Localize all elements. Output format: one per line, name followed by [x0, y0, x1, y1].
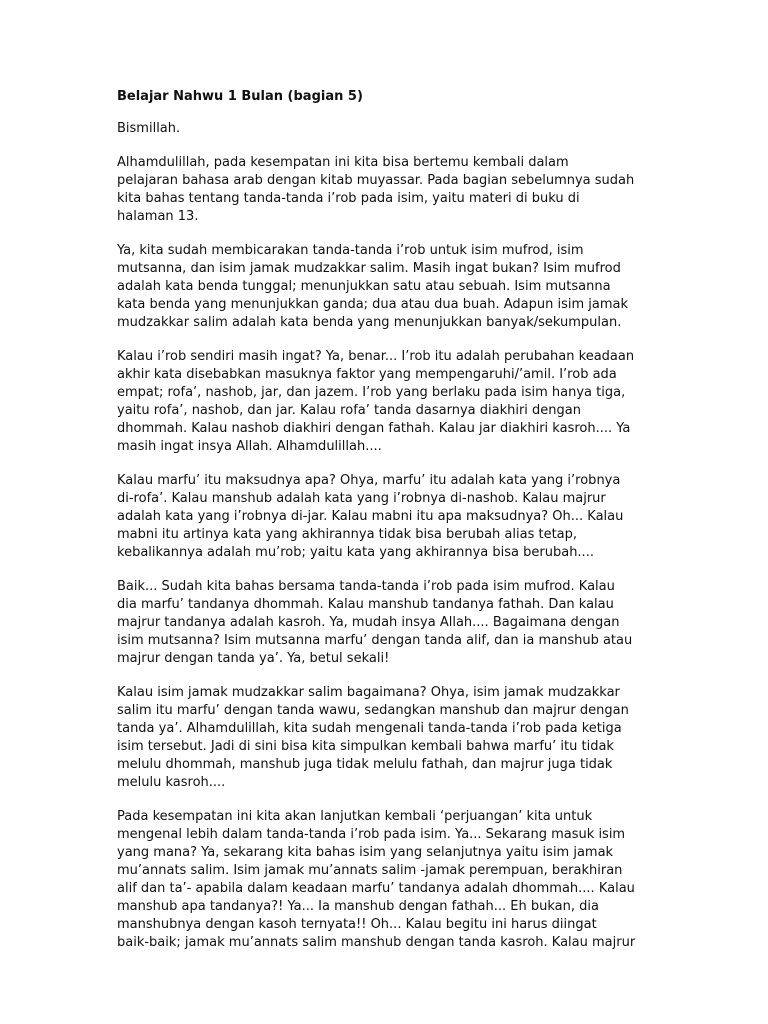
paragraph	[117, 684, 657, 792]
text-line: adalah kata yang i’robnya di-jar. Kalau mabni itu apa maksudnya? Oh... Kalau	[117, 509, 624, 524]
text-line: pelajaran bahasa arab dengan kitab muyassar. Pada bagian sebelumnya sudah	[117, 173, 635, 188]
text-line: Kalau i’rob sendiri masih ingat? Ya, benar... I’rob itu adalah perubahan keadaan	[117, 349, 635, 364]
text-line: majrur dengan tanda ya’. Ya, betul sekali!	[117, 651, 390, 666]
text-line: salim itu marfu’ dengan tanda wawu, sedangkan manshub dan majrur dengan	[117, 703, 629, 718]
paragraph	[117, 472, 657, 562]
text-line: yaitu rofa’, nashob, dan jar. Kalau rofa’ tanda dasarnya diakhiri dengan	[117, 403, 582, 418]
text-line: Kalau isim jamak mudzakkar salim bagaimana? Ohya, isim jamak mudzakkar	[117, 685, 620, 700]
text-line: di-rofa’. Kalau manshub adalah kata yang i’robnya di-nashob. Kalau majrur	[117, 491, 606, 506]
text-line: mengenal lebih dalam tanda-tanda i’rob pada isim. Ya... Sekarang masuk isim	[117, 827, 626, 842]
paragraph	[117, 242, 657, 332]
document-title: Belajar Nahwu 1 Bulan (bagian 5)	[117, 89, 363, 104]
text-line: Kalau marfu’ itu maksudnya apa? Ohya, marfu’ itu adalah kata yang i’robnya	[117, 473, 621, 488]
text-line: halaman 13.	[117, 209, 199, 224]
text-line: baik-baik; jamak mu’annats salim manshub dengan tanda kasroh. Kalau majrur	[117, 935, 636, 950]
document-body	[117, 120, 657, 952]
text-line: melulu kasroh....	[117, 775, 226, 790]
text-line: adalah kata benda tunggal; menunjukkan satu atau sebuah. Isim mutsanna	[117, 279, 611, 294]
text-line: dia marfu’ tandanya dhommah. Kalau manshub tandanya fathah. Dan kalau	[117, 597, 614, 612]
text-line: Ya, kita sudah membicarakan tanda-tanda i’rob untuk isim mufrod, isim	[117, 243, 584, 258]
text-line: mudzakkar salim adalah kata benda yang menunjukkan banyak/sekumpulan.	[117, 315, 622, 330]
text-line: Baik... Sudah kita bahas bersama tanda-tanda i’rob pada isim mufrod. Kalau	[117, 579, 615, 594]
paragraph	[117, 120, 657, 138]
text-line: isim mutsanna? Isim mutsanna marfu’ dengan tanda alif, dan ia manshub atau	[117, 633, 633, 648]
text-line: tanda ya’. Alhamdulillah, kita sudah mengenali tanda-tanda i’rob pada ketiga	[117, 721, 622, 736]
text-line: empat; rofa’, nashob, jar, dan jazem. I’rob yang berlaku pada isim hanya tiga,	[117, 385, 626, 400]
text-line: akhir kata disebabkan masuknya faktor yang mempengaruhi/’amil. I’rob ada	[117, 367, 617, 382]
text-line: manshubnya dengan kasoh ternyata!! Oh... Kalau begitu ini harus diingat	[117, 917, 597, 932]
text-line: Alhamdulillah, pada kesempatan ini kita bisa bertemu kembali dalam	[117, 155, 569, 170]
text-line: melulu dhommah, manshub juga tidak melulu fathah, dan majrur juga tidak	[117, 757, 613, 772]
text-line: mabni itu artinya kata yang akhirannya tidak bisa berubah alias tetap,	[117, 527, 578, 542]
text-line: yang mana? Ya, sekarang kita bahas isim yang selanjutnya yaitu isim jamak	[117, 845, 614, 860]
text-line: majrur tandanya adalah kasroh. Ya, mudah insya Allah.... Bagaimana dengan	[117, 615, 620, 630]
document-page	[117, 88, 657, 968]
text-line: kata benda yang menunjukkan ganda; dua atau dua buah. Adapun isim jamak	[117, 297, 628, 312]
text-line: mu’annats salim. Isim jamak mu’annats salim -jamak perempuan, berakhiran	[117, 863, 623, 878]
text-line: Pada kesempatan ini kita akan lanjutkan kembali ‘perjuangan’ kita untuk	[117, 809, 593, 824]
text-line: kebalikannya adalah mu’rob; yaitu kata yang akhirannya bisa berubah....	[117, 545, 594, 560]
text-line: Bismillah.	[117, 121, 181, 136]
paragraph	[117, 808, 657, 952]
text-line: mutsanna, dan isim jamak mudzakkar salim. Masih ingat bukan? Isim mufrod	[117, 261, 621, 276]
text-line: manshub apa tandanya?! Ya... Ia manshub dengan fathah... Eh bukan, dia	[117, 899, 599, 914]
text-line: masih ingat insya Allah. Alhamdulillah....	[117, 439, 382, 454]
text-line: alif dan ta’- apabila dalam keadaan marfu’ tandanya adalah dhommah.... Kalau	[117, 881, 635, 896]
paragraph	[117, 348, 657, 456]
paragraph	[117, 154, 657, 226]
paragraph	[117, 578, 657, 668]
text-line: dhommah. Kalau nashob diakhiri dengan fathah. Kalau jar diakhiri kasroh.... Ya	[117, 421, 631, 436]
text-line: kita bahas tentang tanda-tanda i’rob pada isim, yaitu materi di buku di	[117, 191, 580, 206]
text-line: isim tersebut. Jadi di sini bisa kita simpulkan kembali bahwa marfu’ itu tidak	[117, 739, 614, 754]
